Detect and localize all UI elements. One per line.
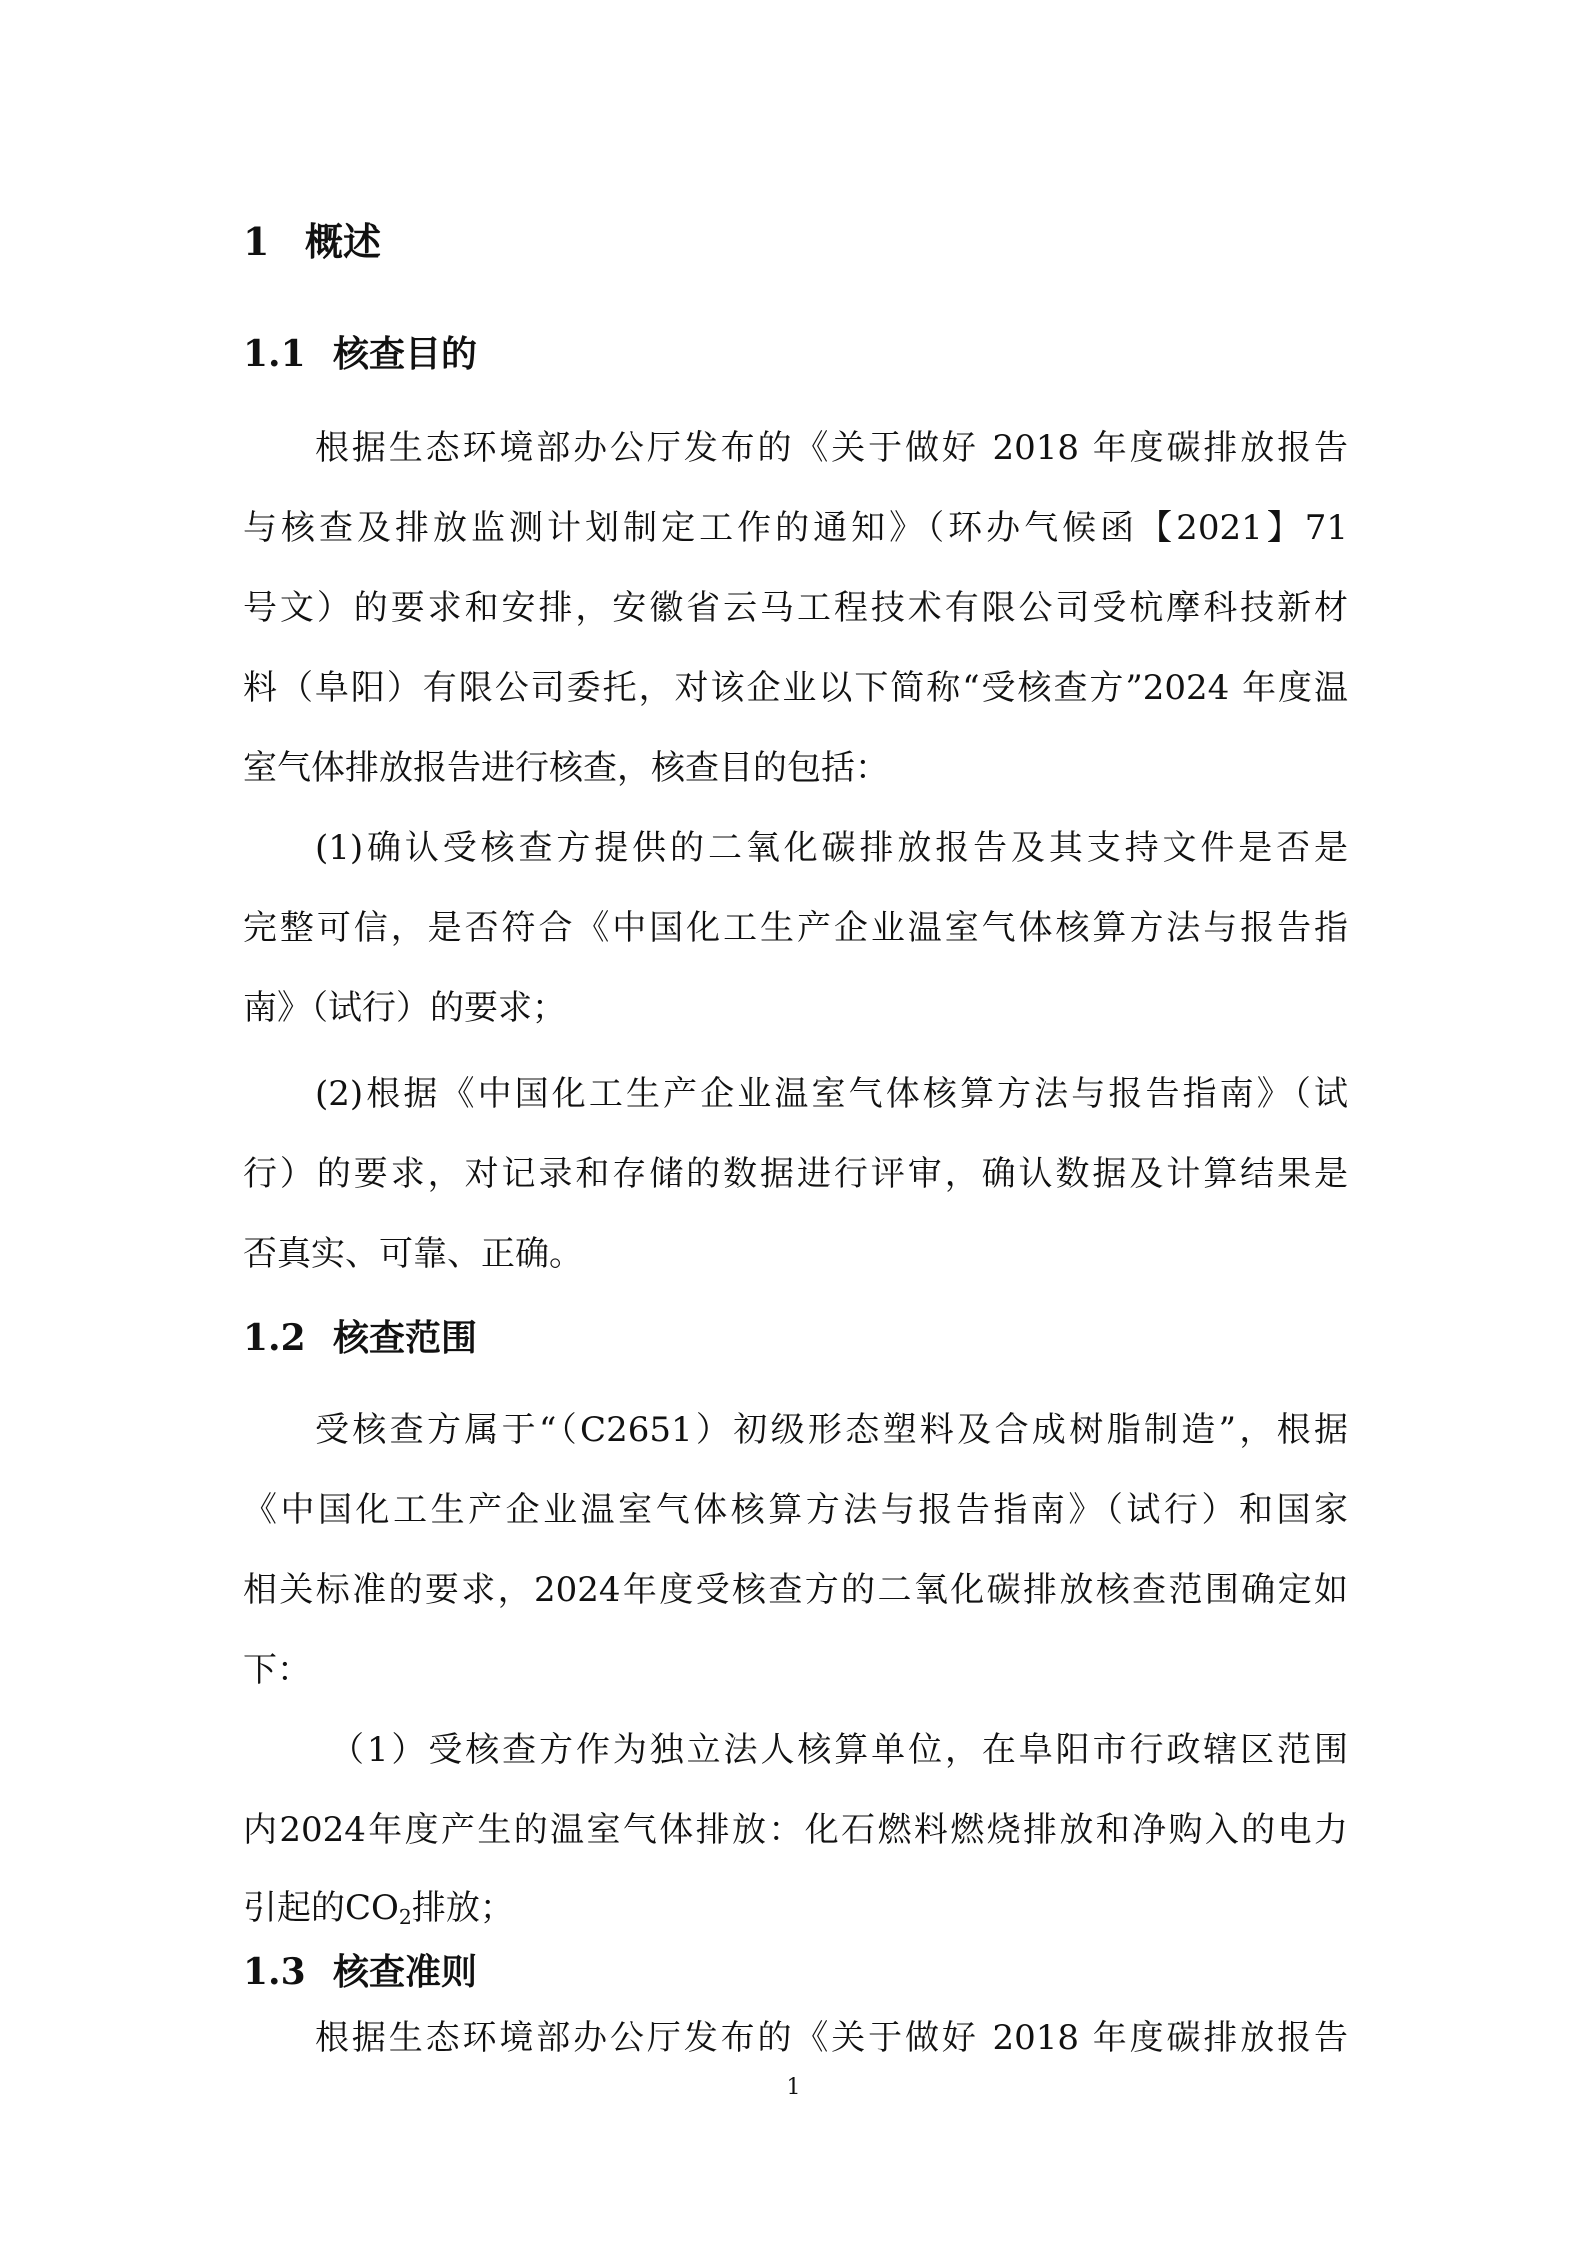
paragraph-line: 《中国化工生产企业温室气体核算方法与报告指南》（试行）和国家 — [243, 1490, 1348, 1530]
paragraph-line: 根据生态环境部办公厅发布的《关于做好 2018 年度碳排放报告 — [315, 428, 1348, 468]
heading-1-1 — [243, 326, 477, 382]
list-item-line: 否真实、可靠、正确。 — [243, 1234, 583, 1274]
heading-1 — [243, 212, 381, 272]
heading-title: 概述 — [305, 219, 382, 264]
heading-1-2 — [243, 1310, 477, 1366]
list-item-line: 完整可信，是否符合《中国化工生产企业温室气体核算方法与报告指 — [243, 908, 1348, 948]
heading-title: 核查范围 — [333, 1317, 478, 1359]
heading-number: 1 — [243, 219, 270, 264]
paragraph-line: 号文）的要求和安排，安徽省云马工程技术有限公司受杭摩科技新材 — [243, 588, 1348, 628]
paragraph-line: 受核查方属于“（C2651）初级形态塑料及合成树脂制造”，根据 — [315, 1410, 1348, 1450]
paragraph-line: 料（阜阳）有限公司委托，对该企业以下简称“受核查方”2024 年度温 — [243, 668, 1348, 708]
page-number: 1 — [786, 2075, 801, 2100]
heading-number: 1.1 — [243, 333, 306, 375]
paragraph-line: 相关标准的要求，2024年度受核查方的二氧化碳排放核查范围确定如 — [243, 1570, 1348, 1610]
list-item-line: (1)确认受核查方提供的二氧化碳排放报告及其支持文件是否是 — [315, 828, 1348, 868]
co2-suffix: 排放； — [411, 1888, 514, 1928]
heading-number: 1.2 — [243, 1317, 306, 1359]
co2-prefix: 引起的CO — [243, 1888, 399, 1928]
list-item-line — [243, 1880, 1348, 1945]
heading-title: 核查目的 — [333, 333, 478, 375]
heading-number: 1.3 — [243, 1951, 306, 1993]
paragraph-line: 下： — [243, 1650, 311, 1690]
list-item-line: 南》（试行）的要求； — [243, 988, 566, 1028]
paragraph-line: 与核查及排放监测计划制定工作的通知》（环办气候函【2021】71 — [243, 508, 1348, 548]
paragraph-line: 根据生态环境部办公厅发布的《关于做好 2018 年度碳排放报告 — [315, 2018, 1348, 2058]
paragraph-line: 室气体排放报告进行核查，核查目的包括： — [243, 748, 889, 788]
heading-title: 核查准则 — [333, 1951, 478, 1993]
list-item-line: （1）受核查方作为独立法人核算单位，在阜阳市行政辖区范围 — [330, 1730, 1348, 1770]
co2-subscript: 2 — [398, 1905, 412, 1930]
list-item-line: 内2024年度产生的温室气体排放：化石燃料燃烧排放和净购入的电力 — [243, 1810, 1348, 1850]
list-item-line: 行）的要求，对记录和存储的数据进行评审，确认数据及计算结果是 — [243, 1154, 1348, 1194]
heading-1-3 — [243, 1944, 477, 2000]
list-item-line: (2)根据《中国化工生产企业温室气体核算方法与报告指南》（试 — [315, 1074, 1348, 1114]
